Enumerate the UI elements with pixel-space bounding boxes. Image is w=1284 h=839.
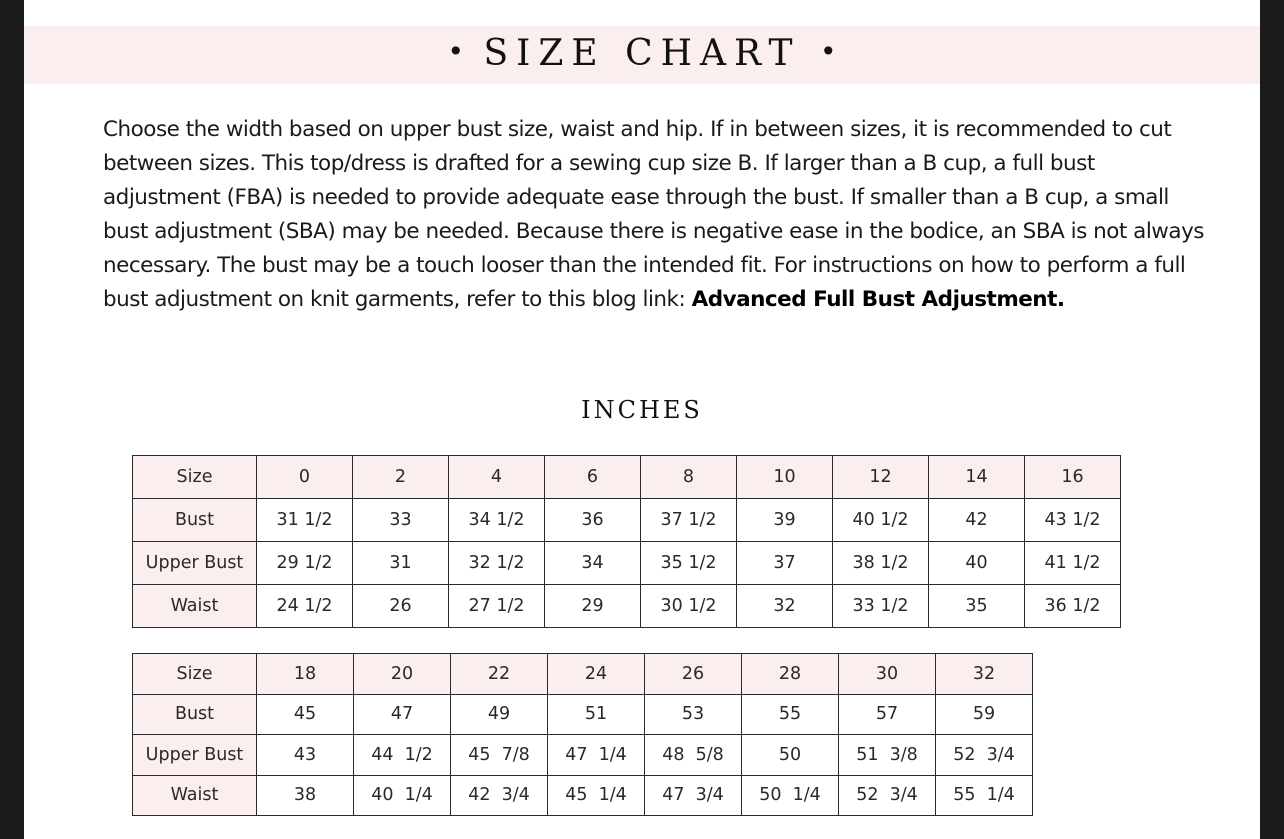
size-cell: 18 [257, 654, 354, 695]
measurement-cell: 43 1/2 [1025, 499, 1121, 542]
size-cell: 28 [742, 654, 839, 695]
measurement-cell: 51 3/8 [839, 735, 936, 776]
intro-text: Choose the width based on upper bust size, waist and hip. If in between sizes, it is recommended to cut between sizes. This top/dress is drafted for a sewing cup size B. If larger than a B cup, a full bust adjustment (FBA) is needed to provide adequate ease through the bust. If smaller than a B cup, a small bust adjustment (SBA) may be needed. Because there is negative ease in the bodice, an SBA is not always necessary. The bust may be a touch looser than the intended fit. For instructions on how to perform a full bust adjustment on knit garments, refer to this blog link: [103, 117, 1204, 312]
table-row [133, 499, 1121, 542]
measurement-cell: 34 1/2 [449, 499, 545, 542]
measurement-cell: 31 1/2 [257, 499, 353, 542]
bullet-right: • [819, 35, 837, 68]
measurement-cell: 55 [742, 694, 839, 735]
measurement-cell: 49 [451, 694, 548, 735]
measurement-cell: 52 3/4 [839, 775, 936, 816]
table-row [133, 654, 1033, 695]
row-label: Size [133, 654, 257, 695]
measurement-cell: 31 [353, 542, 449, 585]
table-row [133, 775, 1033, 816]
measurement-cell: 35 1/2 [641, 542, 737, 585]
measurement-cell: 33 1/2 [833, 585, 929, 628]
measurement-cell: 30 1/2 [641, 585, 737, 628]
measurement-cell: 40 1/2 [833, 499, 929, 542]
size-cell: 6 [545, 456, 641, 499]
measurement-cell: 40 [929, 542, 1025, 585]
size-cell: 32 [936, 654, 1033, 695]
measurement-cell: 52 3/4 [936, 735, 1033, 776]
row-label: Upper Bust [133, 542, 257, 585]
page [24, 0, 1260, 839]
measurement-cell: 42 3/4 [451, 775, 548, 816]
measurement-cell: 53 [645, 694, 742, 735]
size-cell: 8 [641, 456, 737, 499]
size-cell: 0 [257, 456, 353, 499]
measurement-cell: 35 [929, 585, 1025, 628]
row-label: Upper Bust [133, 735, 257, 776]
table-row [133, 542, 1121, 585]
measurement-cell: 37 1/2 [641, 499, 737, 542]
table-row [133, 585, 1121, 628]
measurement-cell: 27 1/2 [449, 585, 545, 628]
bullet-left: • [447, 35, 465, 68]
size-cell: 16 [1025, 456, 1121, 499]
measurement-cell: 44 1/2 [354, 735, 451, 776]
size-cell: 22 [451, 654, 548, 695]
fba-blog-link[interactable]: Advanced Full Bust Adjustment. [691, 287, 1065, 312]
measurement-cell: 38 [257, 775, 354, 816]
measurement-cell: 47 1/4 [548, 735, 645, 776]
measurement-cell: 32 1/2 [449, 542, 545, 585]
measurement-cell: 50 [742, 735, 839, 776]
measurement-cell: 48 5/8 [645, 735, 742, 776]
measurement-cell: 45 7/8 [451, 735, 548, 776]
size-cell: 12 [833, 456, 929, 499]
table-row [133, 694, 1033, 735]
row-label: Waist [133, 585, 257, 628]
row-label: Bust [133, 499, 257, 542]
measurement-cell: 36 1/2 [1025, 585, 1121, 628]
measurement-cell: 40 1/4 [354, 775, 451, 816]
measurement-cell: 47 3/4 [645, 775, 742, 816]
row-label: Size [133, 456, 257, 499]
measurement-cell: 38 1/2 [833, 542, 929, 585]
measurement-cell: 55 1/4 [936, 775, 1033, 816]
size-cell: 4 [449, 456, 545, 499]
measurement-cell: 36 [545, 499, 641, 542]
size-table-2 [132, 653, 1033, 816]
title-text: SIZE CHART [483, 33, 801, 74]
measurement-cell: 45 1/4 [548, 775, 645, 816]
measurement-cell: 34 [545, 542, 641, 585]
measurement-cell: 59 [936, 694, 1033, 735]
table-row [133, 735, 1033, 776]
measurement-cell: 45 [257, 694, 354, 735]
measurement-cell: 51 [548, 694, 645, 735]
measurement-cell: 29 [545, 585, 641, 628]
measurement-cell: 37 [737, 542, 833, 585]
measurement-cell: 57 [839, 694, 936, 735]
size-cell: 26 [645, 654, 742, 695]
units-heading: INCHES [581, 396, 703, 424]
intro-paragraph [103, 113, 1213, 317]
measurement-cell: 43 [257, 735, 354, 776]
size-cell: 20 [354, 654, 451, 695]
measurement-cell: 29 1/2 [257, 542, 353, 585]
row-label: Bust [133, 694, 257, 735]
measurement-cell: 41 1/2 [1025, 542, 1121, 585]
size-cell: 2 [353, 456, 449, 499]
measurement-cell: 50 1/4 [742, 775, 839, 816]
size-table-1 [132, 455, 1121, 628]
size-cell: 14 [929, 456, 1025, 499]
size-cell: 10 [737, 456, 833, 499]
size-chart-title [24, 33, 1260, 74]
measurement-cell: 39 [737, 499, 833, 542]
measurement-cell: 32 [737, 585, 833, 628]
measurement-cell: 24 1/2 [257, 585, 353, 628]
measurement-cell: 47 [354, 694, 451, 735]
size-cell: 24 [548, 654, 645, 695]
size-cell: 30 [839, 654, 936, 695]
table-row [133, 456, 1121, 499]
measurement-cell: 26 [353, 585, 449, 628]
row-label: Waist [133, 775, 257, 816]
measurement-cell: 33 [353, 499, 449, 542]
measurement-cell: 42 [929, 499, 1025, 542]
